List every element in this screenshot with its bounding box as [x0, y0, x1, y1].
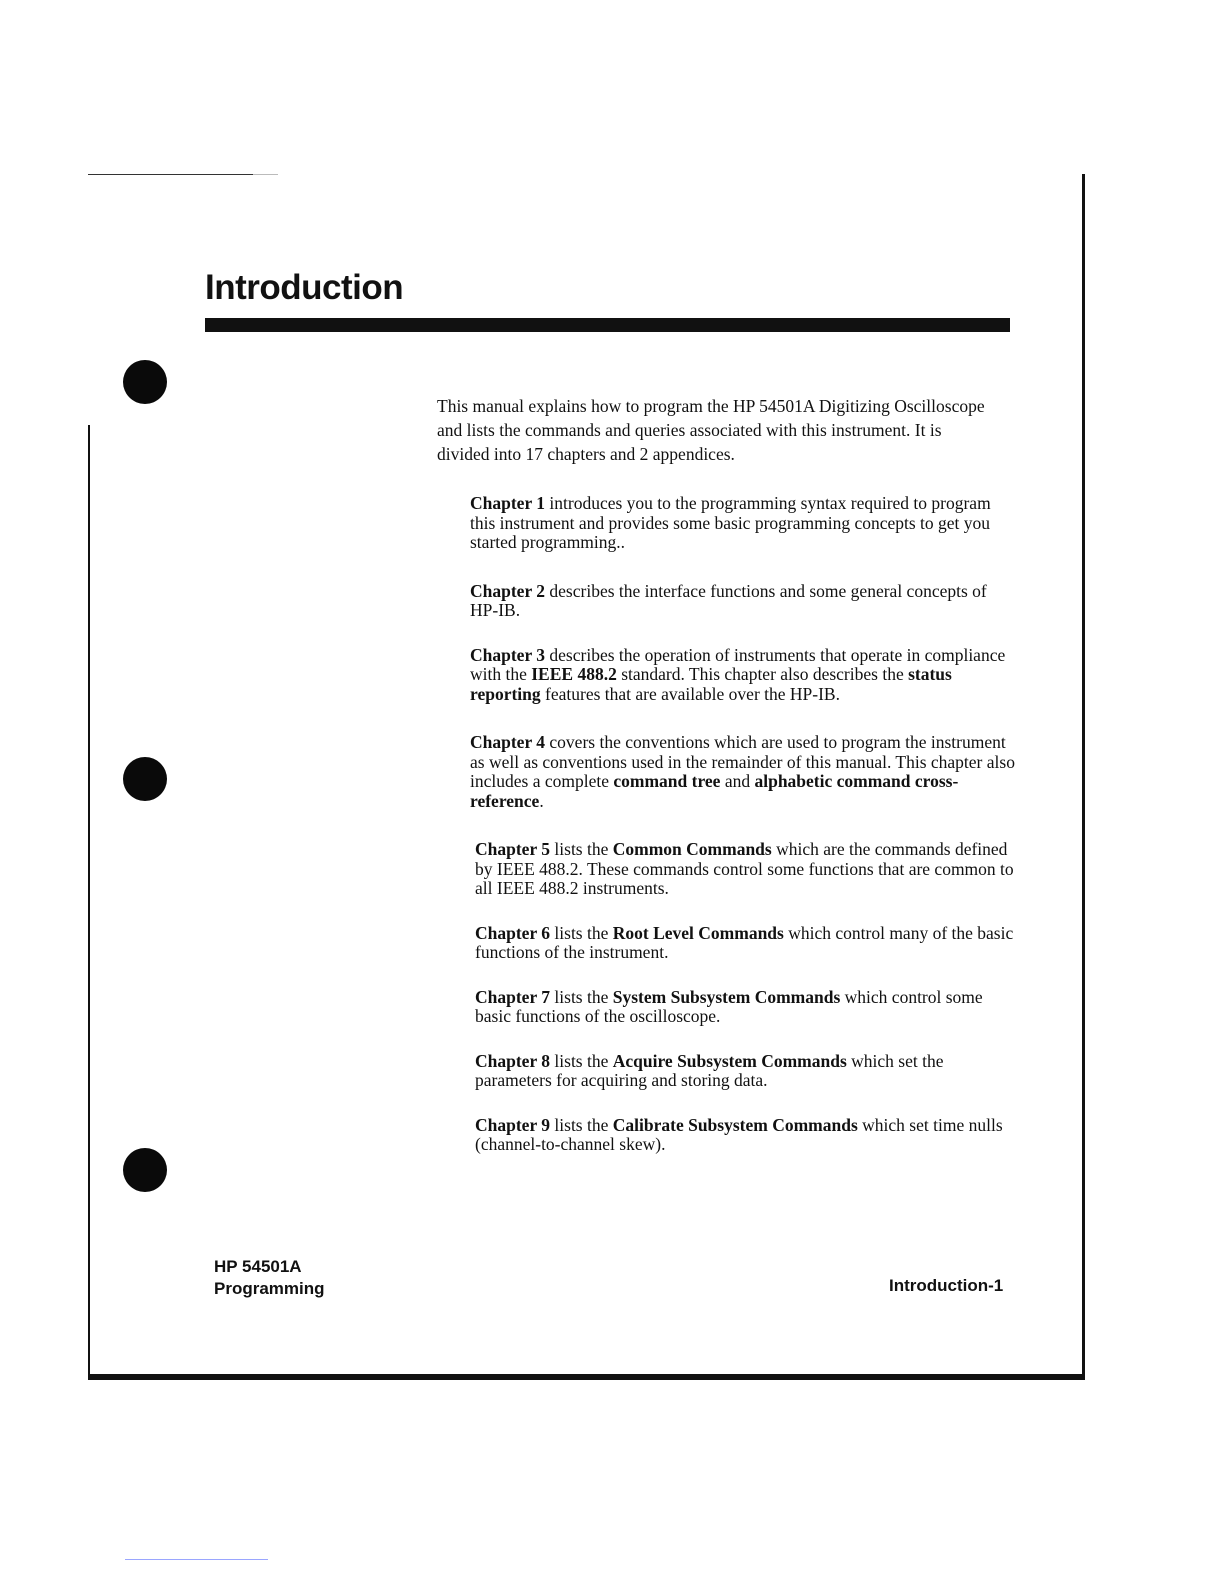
- chapter-entry-7: [470, 988, 1015, 1027]
- chapter-label: Chapter 9: [475, 1114, 551, 1135]
- chapter-label: Chapter 5: [475, 839, 551, 859]
- chapter-keyword: command tree: [613, 771, 721, 791]
- chapter-keyword: alphabetic command cross-reference: [470, 771, 959, 811]
- chapter-label: Chapter 4: [470, 732, 546, 752]
- footer-product-info: [214, 1256, 325, 1300]
- chapter-entry-3: [470, 646, 1015, 705]
- chapter-description: lists the: [550, 1050, 613, 1071]
- left-margin-rule: [88, 425, 90, 1380]
- chapter-description: which control some basic functions of the oscilloscope.: [475, 986, 983, 1026]
- chapter-keyword: Common Commands: [612, 839, 772, 859]
- chapter-description: covers the conventions which are used to program the instrument as well as conventions used in the remainder of this manual. This chapter also includes a complete: [470, 732, 1015, 791]
- chapter-description: describes the operation of instruments that operate in compliance with the: [470, 644, 1006, 684]
- chapter-description: .: [539, 790, 544, 811]
- chapter-entry-9: [470, 1116, 1015, 1155]
- footer-product: HP 54501A: [214, 1257, 302, 1276]
- chapter-keyword: IEEE 488.2: [531, 664, 617, 684]
- chapter-keyword: Root Level Commands: [612, 922, 784, 943]
- chapter-entry-5: [470, 840, 1015, 899]
- chapter-label: Chapter 2: [470, 580, 546, 601]
- chapter-description: lists the: [550, 922, 613, 943]
- chapter-keyword: status reporting: [470, 664, 952, 704]
- chapter-description: and: [720, 771, 755, 791]
- top-rule-faint: [253, 174, 278, 175]
- chapter-description: describes the interface functions and some general concepts of HP-IB.: [470, 580, 987, 620]
- chapter-entry-6: [470, 924, 1015, 963]
- chapter-list: [470, 494, 1015, 1155]
- chapter-keyword: Acquire Subsystem Commands: [612, 1050, 847, 1071]
- chapter-description: which are the commands defined by IEEE 488.2. These commands control some functions that are common to all IEEE 488.2 instruments.: [475, 839, 1014, 898]
- chapter-entry-8: [470, 1052, 1015, 1091]
- chapter-label: Chapter 7: [475, 986, 551, 1007]
- binder-hole-icon: [123, 1148, 167, 1192]
- intro-paragraph: This manual explains how to program the HP 54501A Digitizing Oscilloscope and lists the commands and queries associated with this instrument. It is divided into 17 chapters and 2 appendices.: [437, 396, 985, 464]
- chapter-keyword: System Subsystem Commands: [612, 986, 841, 1007]
- chapter-description: features that are available over the HP-IB.: [540, 683, 840, 704]
- chapter-label: Chapter 1: [470, 493, 546, 513]
- chapter-description: which set time nulls (channel-to-channel skew).: [475, 1114, 1003, 1154]
- chapter-description: lists the: [550, 839, 613, 859]
- binder-hole-icon: [123, 360, 167, 404]
- top-rule: [88, 174, 253, 175]
- chapter-label: Chapter 3: [470, 644, 546, 665]
- chapter-entry-4: [470, 733, 1015, 811]
- chapter-description: which set the parameters for acquiring and storing data.: [475, 1050, 944, 1090]
- title-underline-bar: [205, 318, 1010, 332]
- footer-section: Programming: [214, 1279, 325, 1298]
- bottom-rule: [88, 1374, 1085, 1380]
- page-title: Introduction: [205, 268, 404, 307]
- chapter-description: introduces you to the programming syntax required to program this instrument and provides some basic programming concepts to get you started programming..: [470, 493, 991, 552]
- bottom-faint-rule: [125, 1559, 268, 1560]
- chapter-entry-1: [470, 494, 1015, 553]
- right-margin-rule: [1082, 174, 1085, 1380]
- chapter-entry-2: [470, 582, 1015, 621]
- chapter-description: standard. This chapter also describes the: [616, 664, 909, 684]
- chapter-description: lists the: [550, 1114, 613, 1135]
- chapter-label: Chapter 6: [475, 922, 551, 943]
- chapter-keyword: Calibrate Subsystem Commands: [612, 1114, 858, 1135]
- footer-page-label: Introduction-1: [889, 1276, 1004, 1295]
- chapter-label: Chapter 8: [475, 1050, 551, 1071]
- binder-hole-icon: [123, 757, 167, 801]
- chapter-description: lists the: [550, 986, 613, 1007]
- chapter-description: which control many of the basic functions of the instrument.: [475, 922, 1014, 962]
